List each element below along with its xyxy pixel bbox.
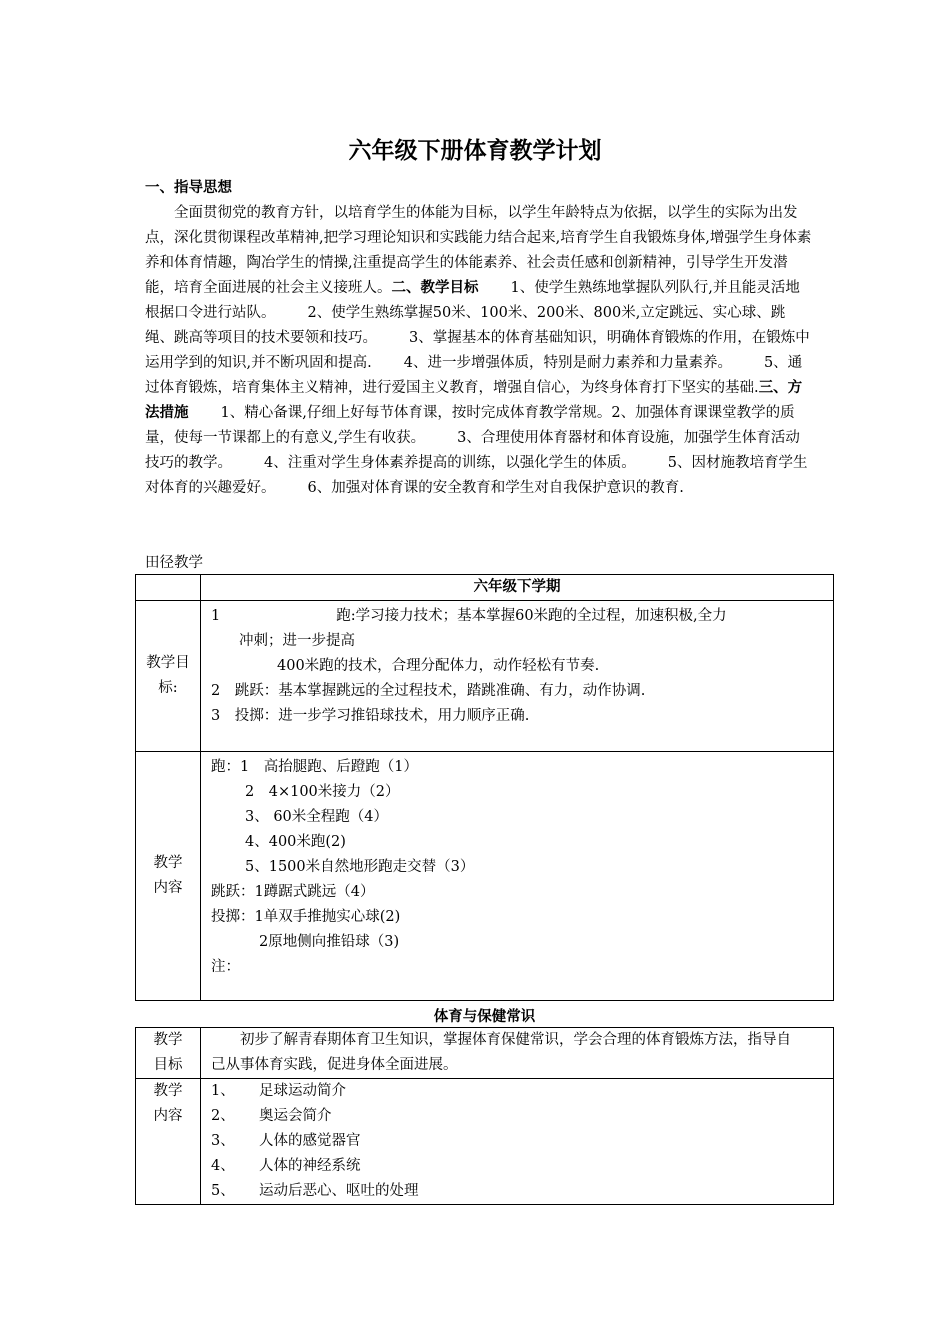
content-line: 5、1500米自然地形跑走交替（3） <box>245 859 475 875</box>
content-label: 教学内容 <box>136 752 201 1001</box>
method-item: 6、加强对体育课的安全教育和学生对自我保护意识的教育. <box>307 480 684 496</box>
list-item: 3、 人体的感觉器官 <box>211 1133 361 1149</box>
goal-text: 初步了解青春期体育卫生知识，掌握体育保健常识，学会合理的体育锻炼方法，指导自己从事体育实践，促进身体全面进展。 <box>211 1032 791 1073</box>
list-item: 4、 人体的神经系统 <box>211 1158 361 1174</box>
method-item: 3、合理使用体育器材和体育设施，加强学生体育活动技巧的教学。 <box>145 430 800 471</box>
content-line: 2 4×100米接力（2） <box>245 784 400 800</box>
health-knowledge-table <box>135 1027 834 1205</box>
track-field-table <box>135 574 834 1001</box>
content-line: 3、 60米全程跑（4） <box>245 809 389 825</box>
page-title: 六年级下册体育教学计划 <box>348 138 602 164</box>
section1-heading: 一、指导思想 <box>145 180 232 196</box>
goal-item: 5、通过体育锻炼，培育集体主义精神，进行爱国主义教育，增强自信心，为终身体育打下坚实的基础. <box>145 355 803 396</box>
goal-line: 冲刺；进一步提高 <box>239 633 355 649</box>
goal-line: 1 跑:学习接力技术；基本掌握60米跑的全过程，加速积极,全力 <box>211 608 727 624</box>
goal-item: 4、进一步增强体质，特别是耐力素养和力量素养。 <box>403 355 732 371</box>
content-line: 4、400米跑(2) <box>245 834 346 850</box>
content-line: 跑：1 高抬腿跑、后蹬跑（1） <box>211 759 418 775</box>
plan-body <box>145 176 813 501</box>
section3-heading: 三、方法措施 <box>145 380 803 421</box>
method-item: 1、精心备课,仔细上好每节体育课，按时完成体育教学常规。 <box>220 405 612 421</box>
content-cell <box>201 1079 834 1205</box>
goal-label: 教学目标 <box>136 1028 201 1079</box>
content-cell <box>201 752 834 1001</box>
table1-header: 六年级下学期 <box>201 575 834 601</box>
list-item: 1、 足球运动简介 <box>211 1083 346 1099</box>
table1-caption: 田径教学 <box>145 555 203 571</box>
content-line: 2原地侧向推铅球（3) <box>259 934 400 950</box>
goal-line: 2 跳跃：基本掌握跳远的全过程技术，踏跳准确、有力，动作协调. <box>211 683 646 699</box>
goal-label: 教学目标: <box>136 601 201 752</box>
method-item: 4、注重对学生身体素养提高的训练，以强化学生的体质。 <box>264 455 636 471</box>
content-line: 跳跃：1蹲踞式跳远（4） <box>211 884 375 900</box>
method-item: 5、因材施教培育学生对体育的兴趣爱好。 <box>145 455 808 496</box>
goal-line: 400米跑的技术，合理分配体力，动作轻松有节奏. <box>277 658 600 674</box>
section2-heading: 二、教学目标 <box>391 280 479 296</box>
goal-cell <box>201 601 834 752</box>
goal-item: 2、使学生熟练掌握50米、100米、200米、800米,立定跳远、实心球、跳绳、跳高等项目的技术要领和技巧。 <box>145 305 786 346</box>
table2-heading: 体育与保健常识 <box>433 1009 536 1025</box>
goal-line: 3 投掷：进一步学习推铅球技术，用力顺序正确. <box>211 708 530 724</box>
content-label: 教学内容 <box>136 1079 201 1205</box>
list-item: 2、 奥运会简介 <box>211 1108 332 1124</box>
section1-text: 全面贯彻党的教育方针，以培育学生的体能为目标，以学生年龄特点为依据，以学生的实际为出发点，深化贯彻课程改革精神,把学习理论知识和实践能力结合起来,培育学生自我锻炼身体,增强学生身体素养和体育情趣，陶冶学生的情操,注重提高学生的体能素养、社会责任感和创新精神，引导学生开发潜能，培育全面进展的社会主义接班人。 <box>145 205 812 296</box>
method-item: 2、加强体育课课堂教学的质量，使每一节课都上的有意义,学生有收获。 <box>145 405 795 446</box>
goal-item: 1、使学生熟练地掌握队列队行,并且能灵活地根据口令进行站队。 <box>145 280 800 321</box>
content-line: 投掷：1单双手推抛实心球(2) <box>211 909 401 925</box>
content-line: 注： <box>211 959 240 975</box>
list-item: 5、 运动后恶心、呕吐的处理 <box>211 1183 419 1199</box>
goal-item: 3、掌握基本的体育基础知识，明确体育锻炼的作用，在锻炼中运用学到的知识,并不断巩固和提高. <box>145 330 810 371</box>
goal-cell <box>201 1028 834 1079</box>
